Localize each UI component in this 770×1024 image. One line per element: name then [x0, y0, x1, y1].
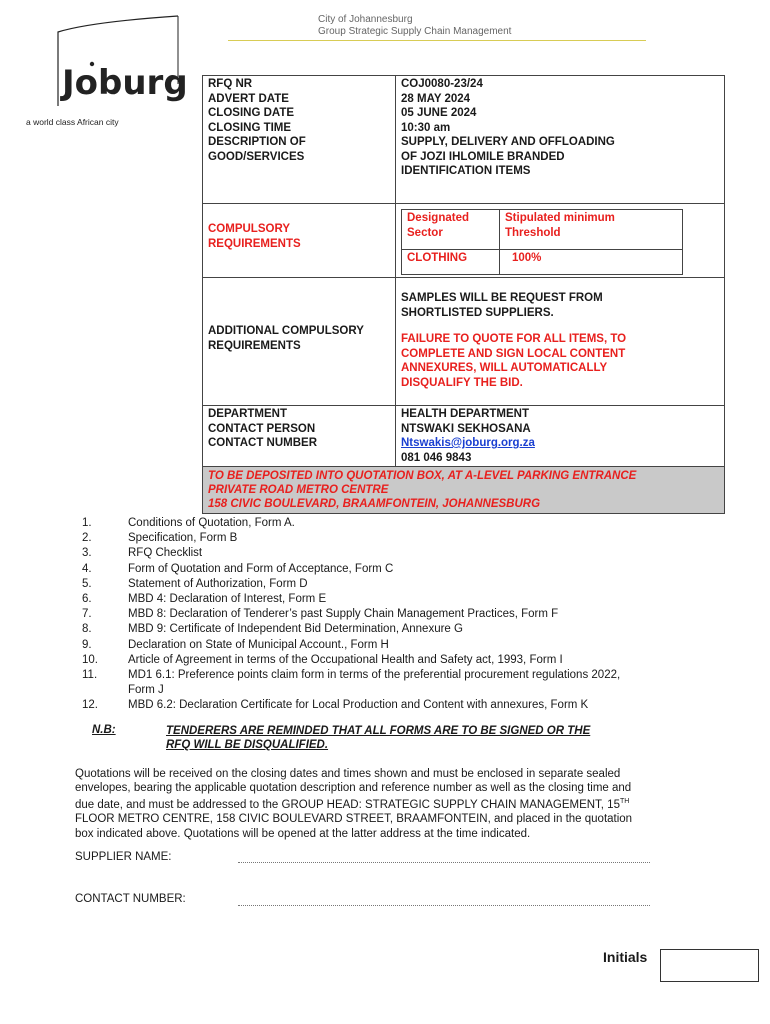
list-item: 3. RFQ Checklist — [82, 547, 203, 560]
header-department: Group Strategic Supply Chain Management — [318, 26, 512, 37]
supplier-name-label: SUPPLIER NAME: — [75, 851, 172, 863]
closing-date-label: CLOSING DATE — [208, 107, 295, 119]
closing-time-label: CLOSING TIME — [208, 121, 292, 134]
list-item: 11. MD1 6.1: Preference points claim form in terms of the preferential procurement regulations 2022, Form J — [82, 669, 621, 697]
rfq-nr-label: RFQ NR — [208, 78, 253, 90]
threshold-header: Stipulated minimum — [505, 212, 615, 224]
list-item: 8. MBD 9: Certificate of Independent Bid Determination, Annexure G — [82, 623, 463, 636]
list-item: 2. Specification, Form B — [82, 532, 238, 545]
department-value: HEALTH DEPARTMENT — [401, 408, 529, 420]
designated-sector-header: Designated — [407, 212, 469, 224]
list-item: 12. MBD 6.2: Declaration Certificate for Local Production and Content with annexures, Form K — [82, 699, 589, 712]
compulsory-requirements-row: COMPULSORY REQUIREMENTS Designated Sector Stipulated minimum Threshold CLOTHING 100% — [203, 204, 724, 278]
header-org-name: City of Johannesburg — [318, 14, 413, 25]
notice-text: TENDERERS ARE REMINDED THAT ALL FORMS ARE TO BE SIGNED OR THE RFQ WILL BE DISQUALIFIED. — [166, 725, 591, 751]
list-item: 9. Declaration on State of Municipal Account., Form H — [82, 638, 389, 651]
closing-time-value: 10:30 am — [401, 121, 451, 134]
joburg-logo — [50, 14, 190, 114]
rfq-nr-value: COJ0080-23/24 — [401, 78, 483, 90]
list-item: 7. MBD 8: Declaration of Tenderer’s past Supply Chain Management Practices, Form F — [82, 608, 559, 621]
contact-details-row — [203, 406, 724, 467]
department-label: DEPARTMENT — [208, 408, 288, 420]
sector-value: CLOTHING — [407, 252, 468, 264]
rfq-summary-row: RFQ NR ADVERT DATE CLOSING DATE CLOSING TIME DESCRIPTION OF GOOD/SERVICES COJ0080-23/24 28 MAY 2024 05 JUNE 2024 10:30 am SUPPLY, DELIVERY AND OFFLOADING OF JOZI IHLOMILE BRANDED IDENTIFICATION ITEMS — [203, 76, 724, 204]
deposit-instructions: TO BE DEPOSITED INTO QUOTATION BOX, AT A-LEVEL PARKING ENTRANCE PRIVATE ROAD METRO CENTRE 158 CIVIC BOULEVARD, BRAAMFONTEIN, JOHANNESBURG — [203, 467, 724, 513]
contact-email-link[interactable]: Ntswakis@joburg.org.za — [401, 437, 535, 449]
list-item: 4. Form of Quotation and Form of Acceptance, Form C — [82, 562, 394, 575]
disqualification-warning: FAILURE TO QUOTE FOR ALL ITEMS, TO — [401, 333, 627, 345]
initials-label: Initials — [603, 949, 648, 965]
list-item: 6. MBD 4: Declaration of Interest, Form E — [82, 593, 327, 606]
contact-person-label: CONTACT PERSON — [208, 422, 316, 435]
description-label: DESCRIPTION OF — [208, 136, 306, 148]
contact-number-field[interactable] — [238, 905, 650, 906]
sector-threshold-table: Designated Sector Stipulated minimum Threshold CLOTHING 100% — [401, 209, 683, 275]
advert-date-label: ADVERT DATE — [208, 92, 289, 105]
description-value: SUPPLY, DELIVERY AND OFFLOADING — [401, 136, 615, 148]
advert-date-value: 28 MAY 2024 — [401, 92, 471, 105]
contact-number-label: CONTACT NUMBER — [208, 437, 318, 449]
list-item: 1. Conditions of Quotation, Form A. — [82, 517, 295, 529]
closing-date-value: 05 JUNE 2024 — [401, 107, 477, 119]
supplier-name-field[interactable] — [238, 862, 650, 863]
contact-number-field-label: CONTACT NUMBER: — [75, 893, 186, 905]
additional-requirements-row: ADDITIONAL COMPULSORY REQUIREMENTS SAMPLES WILL BE REQUEST FROM SHORTLISTED SUPPLIERS. FAILURE TO QUOTE FOR ALL ITEMS, TO COMPLETE AND SIGN LOCAL CONTENT ANNEXURES, WILL AUTOMATICALLY DISQUALIFY THE BID. — [203, 278, 724, 406]
document-header — [318, 14, 511, 38]
list-item: 10. Article of Agreement in terms of the Occupational Health and Safety act, 1993, Form I — [82, 653, 563, 666]
initials-box[interactable] — [660, 949, 759, 982]
threshold-value: 100% — [512, 252, 542, 264]
list-item: 5. Statement of Authorization, Form D — [82, 577, 308, 590]
samples-requirement: SAMPLES WILL BE REQUEST FROM — [401, 292, 603, 304]
compulsory-label: COMPULSORY — [208, 223, 290, 235]
rfq-table — [202, 75, 725, 514]
header-divider — [228, 40, 646, 41]
contact-phone-value: 081 046 9843 — [401, 451, 472, 464]
additional-requirements-label: ADDITIONAL COMPULSORY — [208, 325, 364, 337]
logo-tagline: a world class African city — [26, 117, 119, 127]
submission-instructions: Quotations will be received on the closing dates and times shown and must be enclosed in separate sealed envelopes, bearing the applicable quotation description and reference number as well as the closing time and due date, and must be addressed to the GROUP HEAD: STRATEGIC SUPPLY CHAIN MANAGEMENT, 15TH FLOOR METRO CENTRE, 158 CIVIC BOULEVARD STREET, BRAAMFONTEIN, and placed in the quotation box indicated above. Quotations will be opened at the latter address at the time indicated. — [75, 768, 633, 840]
logo-wordmark: Joburg — [62, 63, 188, 103]
required-forms-list — [82, 516, 702, 714]
notice-label: N.B: — [92, 724, 116, 736]
contact-person-value: NTSWAKI SEKHOSANA — [401, 422, 531, 435]
